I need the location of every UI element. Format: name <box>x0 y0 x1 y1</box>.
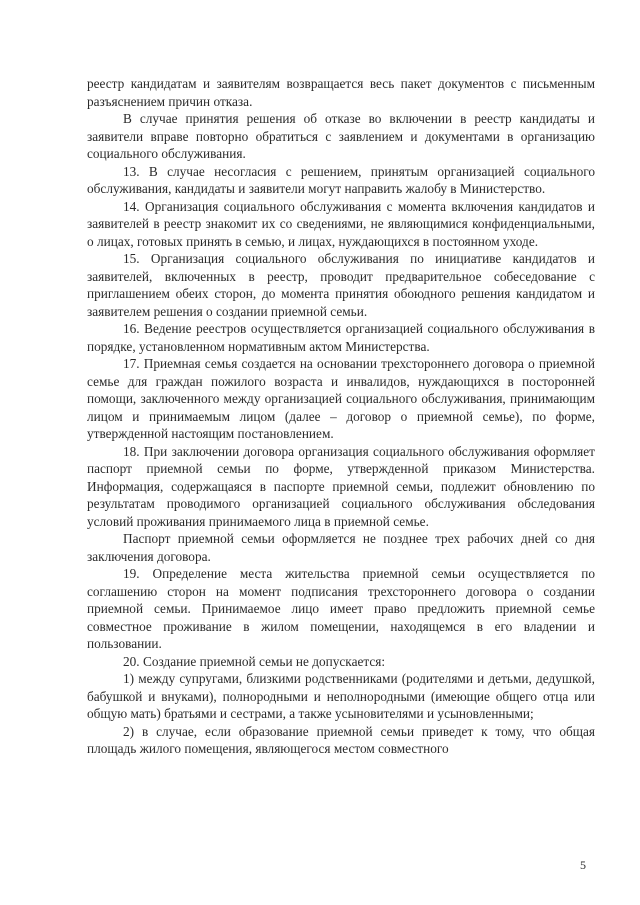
paragraph: 2) в случае, если образование приемной семьи приведет к тому, что общая площадь жилого помещения, являющегося местом совместного <box>87 723 595 756</box>
page-number: 5 <box>580 858 586 872</box>
paragraph: реестр кандидатам и заявителям возвращается весь пакет документов с письменным разъяснением причин отказа. <box>87 76 595 109</box>
paragraph: 13. В случае несогласия с решением, принятым организацией социального обслуживания, кандидаты и заявители могут направить жалобу в Министерство. <box>87 163 595 196</box>
paragraph: 1) между супругами, близкими родственниками (родителями и детьми, дедушкой, бабушкой и внуками), полнородными и неполнородными (имеющие общего отца или общую мать) братьями и сестрами, а также усыновителями и усыновленными; <box>87 671 595 721</box>
paragraph: 20. Создание приемной семьи не допускается: <box>123 653 386 669</box>
paragraph: 19. Определение места жительства приемной семьи осуществляется по соглашению сторон на момент подписания трехстороннего договора о создании приемной семьи. Принимаемое лицо имеет право предложить приемной семье совместное проживание в жилом помещении, находящемся в его владении и пользовании. <box>87 566 595 651</box>
paragraph: 17. Приемная семья создается на основании трехстороннего договора о приемной семье для граждан пожилого возраста и инвалидов, нуждающихся в посторонней помощи, заключенного между организацией социального обслуживания, принимающим лицом и принимаемым лицом (далее – договор о приемной семье), по форме, утвержденной настоящим постановлением. <box>87 356 595 441</box>
body-text <box>87 75 595 758</box>
paragraph: 15. Организация социального обслуживания по инициативе кандидатов и заявителей, включенных в реестр, проводит предварительное собеседование с приглашением обеих сторон, до момента принятия обоюдного решения кандидатом и заявителем решения о создании приемной семьи. <box>87 251 595 319</box>
paragraph: 14. Организация социального обслуживания с момента включения кандидатов и заявителей в реестр знакомит их со сведениями, не являющимися конфиденциальными, о лицах, готовых принять в семью, и лицах, нуждающихся в постоянном уходе. <box>87 198 595 249</box>
paragraph: 16. Ведение реестров осуществляется организацией социального обслуживания в порядке, установленном нормативным актом Министерства. <box>87 321 595 354</box>
paragraph: Паспорт приемной семьи оформляется не позднее трех рабочих дней со дня заключения договора. <box>87 531 595 564</box>
paragraph: В случае принятия решения об отказе во включении в реестр кандидаты и заявители вправе повторно обратиться с заявлением и документами в организацию социального обслуживания. <box>87 111 595 161</box>
paragraph: 18. При заключении договора организация социального обслуживания оформляет паспорт приемной семьи по форме, утвержденной приказом Министерства. Информация, содержащаяся в паспорте приемной семьи, подлежит обновлению по результатам проводимого организацией социального обслуживания обследования условий проживания принимаемого лица в приемной семье. <box>87 443 595 529</box>
